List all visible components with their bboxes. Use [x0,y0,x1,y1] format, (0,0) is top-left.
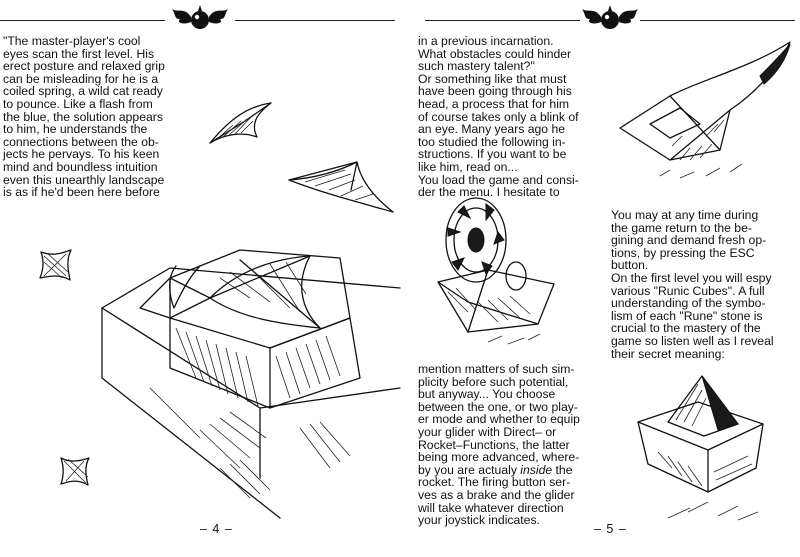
right-column-1-bottom [418,363,601,527]
winged-orb-ornament-icon [170,3,230,33]
header-rule-left [425,20,580,21]
header-rule-left [0,20,165,21]
pyramid-cube-sketch-icon [628,372,773,527]
right-column-2: You may at any time during the game return to the be- gining and demand fresh op- tions, by pressing the ESC button. On the first level you will espy various "Runic Cubes". A full understanding of the symbo- lism of each "Rune" stone is crucial to the mastery of the game so listen well as I reveal their secret meaning: [611,208,774,361]
floating-kite-sketch-icon [205,95,275,150]
floating-kite-sketch-icon [285,160,395,220]
column-1-bottom-text-a: mention matters of such sim- plicity before such potential, but anyway... You choose between the one, or two play- er mode and whether to equip your glider with Direct– or Rocket–Functions, the latter being more advanced, where- by you are actualy [418,362,580,477]
winged-orb-ornament-icon [580,3,640,33]
rocket-glider-sketch-icon [610,40,800,190]
glider-landscape-sketch-icon [100,238,400,518]
page-number-right: – 5 – [594,522,627,536]
left-paragraph-1: "The master-player's cool eyes scan the first level. His erect posture and relaxed grip can be misleading for he is a coiled spring, a wild cat ready to pounce. Like a flash from the blue, the solution appears to him, he understands the connections between the ob- jects he pervays. To his keen mind and boundless intuition even this unearthly landscape is as if he'd been here before [3,34,165,200]
right-column-1-top: in a previous incarnation. What obstacles could hinder such mastery talent?" Or something like that must have been going through his head, a process that for him of course takes only a blink of an eye. Many years ago he too studied the following in- structions. If you want to be like him, read on... You load the game and consi- der the menu. I hesitate to [418,34,579,200]
emphasis-inside: inside [520,462,553,477]
page-number-left: – 4 – [200,522,233,536]
right-page [400,0,800,557]
column-1-bottom-text-b: the rocket. The firing button ser- ves as a brake and the glider will take whatever direction your joystick indicates. [418,462,575,528]
floating-kite-sketch-icon [58,455,92,487]
floating-kite-sketch-icon [38,248,74,282]
wheel-machine-sketch-icon [428,192,558,352]
header-rule-right [640,20,795,21]
header-rule-right [235,20,395,21]
